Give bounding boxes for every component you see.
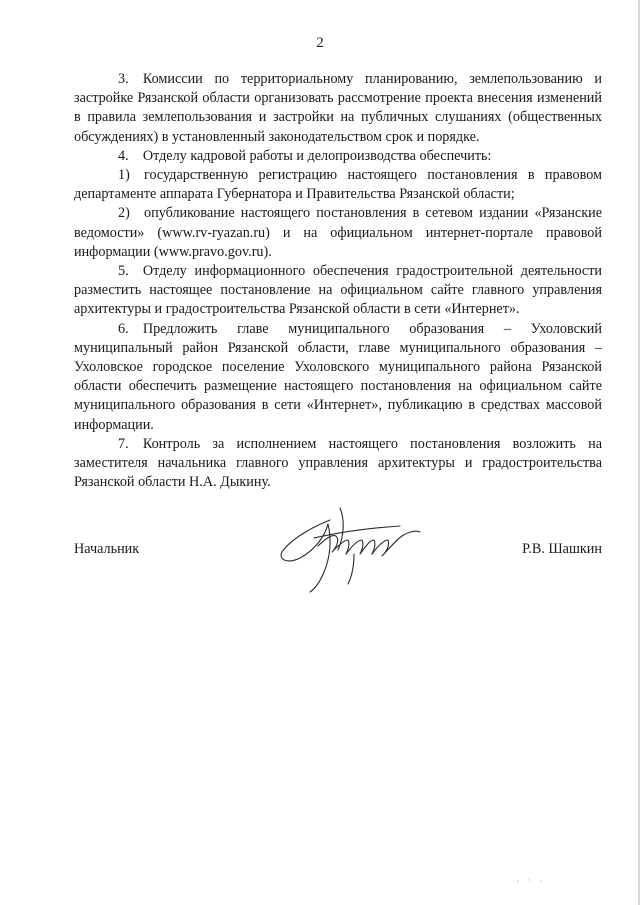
paragraph-5: 5. Отделу информационного обеспечения градостроительной деятельности разместить настоящее постановление на официальном сайте главного управления архитектуры и градостроительства Рязанской области в сети «Интернет». [74, 263, 602, 318]
scan-artifact [515, 878, 545, 884]
signatory-name: Р.В. Шашкин [522, 541, 602, 557]
paragraph-4: 4. Отделу кадровой работы и делопроизводства обеспечить: [118, 147, 492, 164]
paragraph-4-2: 2) опубликование настоящего постановления в сетевом издании «Рязанские ведомости» (www.rv-ryazan.ru) и на официальном интернет-портале правовой информации (www.pravo.gov.ru). [74, 205, 602, 260]
paragraph-7: 7. Контроль за исполнением настоящего постановления возложить на заместителя начальника главного управления архитектуры и градостроительства Рязанской области Н.А. Дыкину. [74, 435, 602, 491]
document-body [74, 70, 602, 492]
paragraph-4-1: 1) государственную регистрацию настоящего постановления в правовом департаменте аппарата Губернатора и Правительства Рязанской области; [74, 167, 602, 203]
paragraph-6: 6. Предложить главе муниципального образования – Ухоловский муниципальный район Рязанской области, главе муниципального образования – Ухоловское городское поселение Ухоловского муниципального района Рязанской области обеспечить размещение настоящего постановления на официальном сайте муниципального образования в сети «Интернет», публикацию в средствах массовой информации. [74, 320, 602, 433]
paragraph-3: 3. Комиссии по территориальному планированию, землепользованию и застройке Рязанской области организовать рассмотрение проекта внесения изменений в правила землепользования и застройки на публичных слушаниях (общественных обсуждениях) в установленный законодательством срок и порядке. [74, 71, 602, 145]
handwritten-signature [270, 480, 440, 600]
page-number: 2 [316, 35, 324, 51]
signature-block [74, 541, 602, 561]
signatory-title: Начальник [74, 541, 140, 557]
